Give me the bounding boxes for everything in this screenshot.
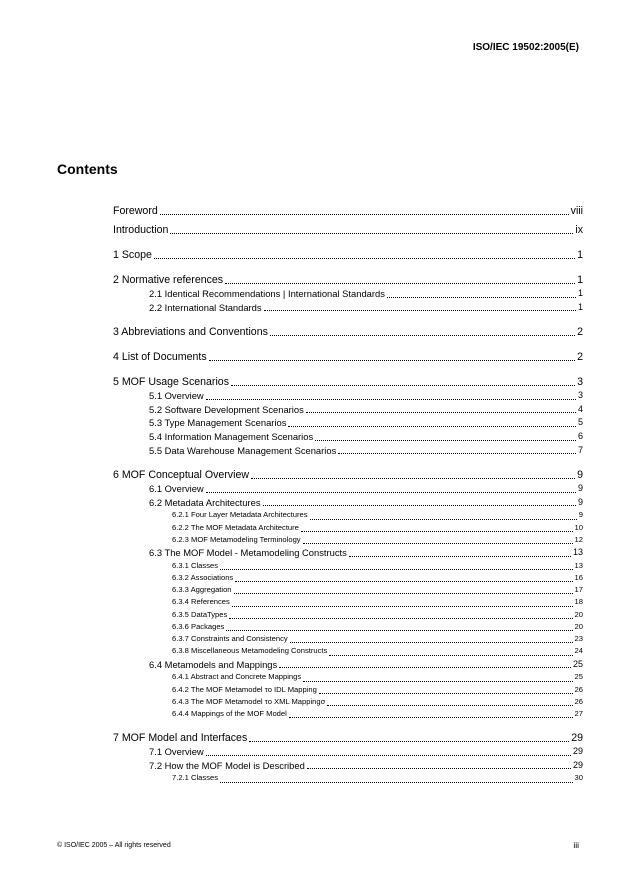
toc-entry-title: 5.3 Type Management Scenarios bbox=[149, 417, 287, 429]
toc-entry-title: 7.2 How the MOF Model is Described bbox=[149, 759, 305, 771]
page-number: iii bbox=[573, 840, 579, 850]
toc-entry-page: 12 bbox=[574, 534, 583, 544]
toc-entry-title: 5 MOF Usage Scenarios bbox=[113, 376, 229, 389]
toc-entry-introduction[interactable] bbox=[113, 224, 583, 237]
toc-entry-page: 24 bbox=[574, 646, 583, 656]
leader-dots bbox=[319, 693, 573, 694]
leader-dots bbox=[290, 642, 573, 643]
toc-subsubentry[interactable] bbox=[113, 633, 583, 645]
toc-entry-page: 18 bbox=[574, 597, 583, 607]
leader-dots bbox=[387, 297, 576, 298]
toc-subsubentry[interactable] bbox=[113, 696, 583, 708]
toc-entry-title: Introduction bbox=[113, 224, 169, 236]
toc-entry-title: 1 Scope bbox=[113, 249, 152, 261]
toc-entry-title: 7 MOF Model and Interfaces bbox=[113, 732, 248, 745]
toc-entry-page: 4 bbox=[577, 403, 583, 414]
toc-entry-list-of-documents[interactable] bbox=[113, 351, 583, 364]
toc-entry-page: 9 bbox=[577, 496, 583, 507]
toc-entry-title: 6.3.3 Aggregation bbox=[172, 585, 232, 595]
toc-entry-title: 6.4.3 The MOF Metamodel τo XML Mappingσ bbox=[172, 696, 326, 706]
leader-dots bbox=[229, 618, 572, 619]
leader-dots bbox=[329, 655, 572, 656]
toc-entry-title: 6.3.7 Constraints and Consistency bbox=[172, 634, 288, 644]
toc-entry-page: 2 bbox=[577, 351, 583, 364]
toc-entry-page: 3 bbox=[577, 376, 583, 389]
toc-entry-page: 1 bbox=[577, 274, 583, 286]
toc-entry-page: 1 bbox=[577, 288, 583, 298]
toc-entry-title: 6.1 Overview bbox=[149, 483, 204, 495]
document-id: ISO/IEC 19502:2005(E) bbox=[472, 42, 579, 53]
leader-dots bbox=[154, 258, 575, 259]
copyright-notice: © ISO/IEC 2005 – All rights reserved bbox=[57, 842, 171, 849]
toc-subsubentry[interactable] bbox=[113, 609, 583, 621]
toc-entry-page: 7 bbox=[577, 444, 583, 455]
toc-entry-page: 30 bbox=[574, 773, 583, 783]
toc-entry-page: 1 bbox=[577, 301, 583, 312]
toc-entry-title: 6.2.1 Four Layer Metadata Architectures bbox=[172, 510, 308, 520]
leader-dots bbox=[315, 440, 576, 441]
page-title: Contents bbox=[57, 161, 118, 177]
toc-entry-title: 6.4.1 Abstract and Concrete Mappings bbox=[172, 672, 302, 682]
toc-subentry[interactable] bbox=[113, 759, 583, 773]
toc-entry-page: 29 bbox=[571, 732, 583, 745]
leader-dots bbox=[206, 755, 571, 756]
toc-subsubentry[interactable] bbox=[113, 534, 583, 546]
leader-dots bbox=[303, 681, 572, 682]
toc-entry-title: 6.3.5 DataTypes bbox=[172, 609, 228, 619]
toc-subentry[interactable] bbox=[113, 496, 583, 510]
leader-dots bbox=[226, 630, 572, 631]
toc-entry-title: 6.3.1 Classes bbox=[172, 560, 219, 570]
toc-subentry[interactable] bbox=[113, 430, 583, 444]
toc-entry-title: 5.2 Software Development Scenarios bbox=[149, 403, 304, 415]
toc-entry-conceptual-overview[interactable] bbox=[113, 469, 583, 482]
toc-subsubentry[interactable] bbox=[113, 584, 583, 596]
leader-dots bbox=[234, 593, 573, 594]
toc-entry-title: 7.1 Overview bbox=[149, 746, 204, 758]
leader-dots bbox=[288, 426, 576, 427]
leader-dots bbox=[160, 214, 569, 215]
leader-dots bbox=[264, 310, 576, 311]
toc-subsubentry[interactable] bbox=[113, 621, 583, 633]
toc-entry-page: 29 bbox=[572, 759, 583, 770]
leader-dots bbox=[220, 569, 573, 570]
toc-entry-page: 27 bbox=[574, 709, 583, 719]
toc-subentry[interactable] bbox=[113, 389, 583, 403]
leader-dots bbox=[231, 385, 575, 386]
leader-dots bbox=[310, 519, 577, 520]
leader-dots bbox=[279, 667, 571, 668]
toc-entry-title: 4 List of Documents bbox=[113, 351, 207, 364]
toc-entry-title: 6.3.4 References bbox=[172, 597, 230, 607]
toc-subentry[interactable] bbox=[113, 287, 583, 301]
toc-entry-page: 25 bbox=[574, 672, 583, 682]
toc-entry-page: 26 bbox=[574, 684, 583, 694]
toc-subsubentry[interactable] bbox=[113, 572, 583, 584]
toc-entry-page: 20 bbox=[574, 621, 583, 631]
leader-dots bbox=[249, 741, 569, 742]
toc-entry-title: 7.2.1 Classes bbox=[172, 773, 219, 783]
toc-subsubentry[interactable] bbox=[113, 684, 583, 696]
leader-dots bbox=[206, 399, 576, 400]
toc-entry-foreword[interactable] bbox=[113, 205, 583, 218]
toc-subsubentry[interactable] bbox=[113, 560, 583, 572]
toc-entry-usage-scenarios[interactable] bbox=[113, 376, 583, 389]
toc-entry-title: 6.3.8 Miscellaneous Metamodeling Constructs bbox=[172, 646, 328, 656]
leader-dots bbox=[303, 543, 573, 544]
toc-subentry[interactable] bbox=[113, 301, 583, 315]
toc-subentry[interactable] bbox=[113, 482, 583, 496]
toc-entry-page: 9 bbox=[577, 469, 583, 482]
toc-entry-title: 2 Normative references bbox=[113, 274, 224, 286]
toc-entry-title: 2.2 International Standards bbox=[149, 301, 262, 313]
leader-dots bbox=[349, 556, 571, 557]
toc-subsubentry[interactable] bbox=[113, 522, 583, 534]
toc-entry-title: 3 Abbreviations and Conventions bbox=[113, 326, 268, 339]
leader-dots bbox=[263, 505, 576, 506]
leader-dots bbox=[209, 360, 575, 361]
toc-entry-title: 6.3.2 Associations bbox=[172, 572, 234, 582]
toc-subentry[interactable] bbox=[113, 416, 583, 430]
leader-dots bbox=[301, 531, 573, 532]
leader-dots bbox=[306, 412, 576, 413]
toc-entry-page: 9 bbox=[578, 510, 583, 520]
leader-dots bbox=[251, 478, 575, 479]
toc-entry-page: 9 bbox=[577, 483, 583, 494]
toc-subentry[interactable] bbox=[113, 745, 583, 759]
toc-subentry[interactable] bbox=[113, 658, 583, 672]
toc-entry-title: 5.4 Information Management Scenarios bbox=[149, 430, 314, 442]
toc-entry-page: 26 bbox=[574, 696, 583, 706]
leader-dots bbox=[327, 705, 572, 706]
toc-entry-scope[interactable] bbox=[113, 249, 583, 262]
toc-entry-abbreviations[interactable] bbox=[113, 326, 583, 339]
leader-dots bbox=[220, 782, 573, 783]
toc-entry-page: 23 bbox=[574, 634, 583, 644]
toc-subentry[interactable] bbox=[113, 546, 583, 560]
toc-entry-page: 16 bbox=[574, 572, 583, 582]
toc-subsubentry[interactable] bbox=[113, 772, 583, 784]
leader-dots bbox=[232, 606, 573, 607]
toc-entry-page: 17 bbox=[574, 585, 583, 595]
toc-subsubentry[interactable] bbox=[113, 509, 583, 521]
toc-entry-page: 13 bbox=[572, 547, 583, 558]
toc-subsubentry[interactable] bbox=[113, 708, 583, 720]
toc-subsubentry[interactable] bbox=[113, 671, 583, 683]
toc-entry-title: 6.4.2 The MOF Metamodel τo IDL Mapping bbox=[172, 684, 317, 694]
leader-dots bbox=[270, 335, 575, 336]
toc-entry-page: 13 bbox=[574, 560, 583, 570]
leader-dots bbox=[307, 768, 571, 769]
leader-dots bbox=[225, 283, 575, 284]
toc-entry-title: 6.4 Metamodels and Mappings bbox=[149, 658, 278, 670]
toc-subsubentry[interactable] bbox=[113, 645, 583, 657]
toc-subsubentry[interactable] bbox=[113, 596, 583, 608]
toc-entry-title: 6.4.4 Mappings of the MOF Model bbox=[172, 709, 287, 719]
toc-entry-title: 2.1 Identical Recommendations | International Standards bbox=[149, 288, 385, 299]
toc-entry-page: 2 bbox=[577, 326, 583, 339]
toc-entry-page: ix bbox=[575, 224, 583, 236]
toc-entry-title: 6 MOF Conceptual Overview bbox=[113, 469, 250, 482]
leader-dots bbox=[338, 453, 576, 454]
leader-dots bbox=[206, 492, 576, 493]
toc-entry-page: 20 bbox=[574, 609, 583, 619]
toc-entry-page: 10 bbox=[574, 522, 583, 532]
leader-dots bbox=[289, 717, 573, 718]
toc-entry-model-and-interfaces[interactable] bbox=[113, 732, 583, 745]
toc-entry-page: 6 bbox=[577, 430, 583, 441]
toc-entry-title: 6.3.6 Packages bbox=[172, 621, 225, 631]
toc-entry-title: 6.2 Metadata Architectures bbox=[149, 496, 261, 508]
toc-entry-page: 5 bbox=[577, 417, 583, 428]
leader-dots bbox=[235, 581, 572, 582]
leader-dots bbox=[170, 233, 573, 234]
toc-entry-page: 25 bbox=[572, 658, 583, 669]
toc-entry-title: 6.2.3 MOF Metamodeling Terminology bbox=[172, 534, 301, 544]
toc-entry-title: 6.2.2 The MOF Metadata Architecture bbox=[172, 522, 299, 532]
toc-entry-page: 29 bbox=[572, 746, 583, 757]
table-of-contents bbox=[113, 205, 583, 785]
toc-entry-title: 6.3 The MOF Model - Metamodeling Constructs bbox=[149, 547, 347, 559]
toc-entry-title: 5.1 Overview bbox=[149, 390, 204, 402]
toc-entry-page: viii bbox=[570, 205, 583, 217]
toc-entry-page: 3 bbox=[577, 390, 583, 401]
toc-entry-normative-references[interactable] bbox=[113, 274, 583, 287]
toc-subentry[interactable] bbox=[113, 403, 583, 417]
toc-entry-title: Foreword bbox=[113, 205, 158, 217]
toc-entry-page: 1 bbox=[577, 249, 583, 261]
toc-entry-title: 5.5 Data Warehouse Management Scenarios bbox=[149, 444, 337, 456]
toc-subentry[interactable] bbox=[113, 444, 583, 458]
